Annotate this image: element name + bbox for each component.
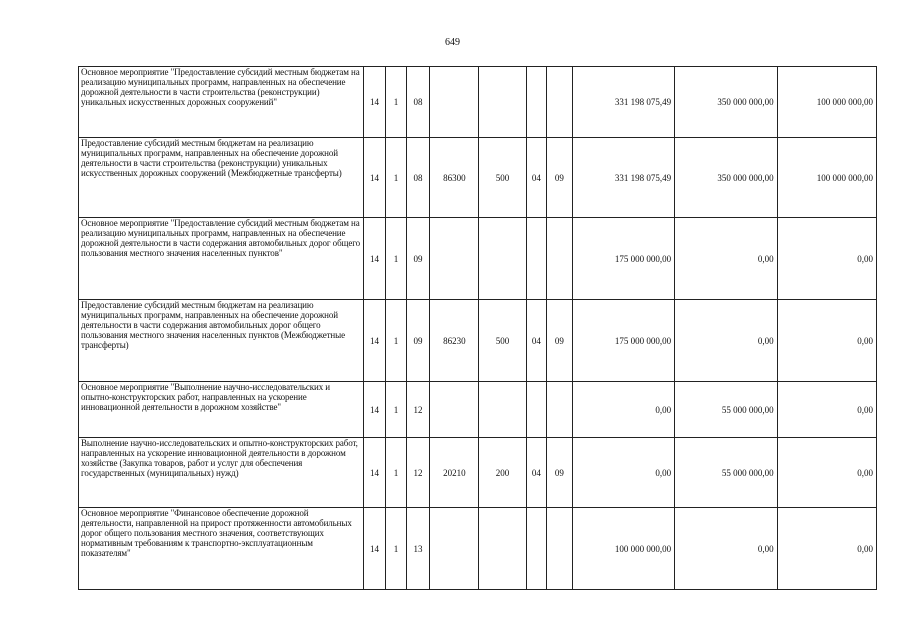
code-cell: 14 <box>363 218 386 300</box>
code-cell <box>430 218 479 300</box>
amount-cell: 0,00 <box>777 300 876 382</box>
row-description: Основное мероприятие "Выполнение научно-исследовательских и опытно-конструкторских работ, направленных на ускорение инновационной деятельности в дорожном хозяйстве" <box>79 382 364 438</box>
code-cell <box>430 508 479 590</box>
amount-cell: 55 000 000,00 <box>675 382 777 438</box>
amount-cell: 0,00 <box>675 508 777 590</box>
code-cell <box>479 508 526 590</box>
code-cell <box>547 67 573 138</box>
code-cell: 20210 <box>430 438 479 508</box>
code-cell: 13 <box>406 508 430 590</box>
amount-cell: 350 000 000,00 <box>675 138 777 218</box>
code-cell: 04 <box>526 138 546 218</box>
code-cell: 09 <box>406 218 430 300</box>
amount-cell: 100 000 000,00 <box>572 508 674 590</box>
code-cell: 86230 <box>430 300 479 382</box>
code-cell: 1 <box>386 67 406 138</box>
code-cell <box>479 67 526 138</box>
amount-cell: 0,00 <box>675 218 777 300</box>
code-cell: 500 <box>479 300 526 382</box>
code-cell <box>547 382 573 438</box>
table-row <box>79 382 877 438</box>
budget-table <box>78 66 877 590</box>
row-description: Основное мероприятие "Предоставление субсидий местным бюджетам на реализацию муниципальных программ, направленных на обеспечение дорожной деятельности в части содержания автомобильных дорог общего пользования местного значения населенных пунктов" <box>79 218 364 300</box>
code-cell <box>479 382 526 438</box>
code-cell <box>547 218 573 300</box>
table-row <box>79 438 877 508</box>
code-cell <box>526 382 546 438</box>
amount-cell: 100 000 000,00 <box>777 138 876 218</box>
amount-cell: 55 000 000,00 <box>675 438 777 508</box>
amount-cell: 0,00 <box>777 438 876 508</box>
code-cell: 09 <box>547 438 573 508</box>
code-cell <box>430 67 479 138</box>
code-cell: 12 <box>406 438 430 508</box>
row-description: Основное мероприятие "Предоставление субсидий местным бюджетам на реализацию муниципальных программ, направленных на обеспечение дорожной деятельности в части строительства (реконструкции) уникальных искусственных дорожных сооружений" <box>79 67 364 138</box>
code-cell: 86300 <box>430 138 479 218</box>
code-cell: 14 <box>363 382 386 438</box>
amount-cell: 331 198 075,49 <box>572 67 674 138</box>
code-cell <box>526 508 546 590</box>
code-cell <box>526 67 546 138</box>
amount-cell: 0,00 <box>777 382 876 438</box>
row-description: Выполнение научно-исследовательских и опытно-конструкторских работ, направленных на ускорение инновационной деятельности в дорожном хозяйстве (Закупка товаров, работ и услуг для обеспечения государственных (муниципальных) нужд) <box>79 438 364 508</box>
code-cell: 500 <box>479 138 526 218</box>
amount-cell: 0,00 <box>675 300 777 382</box>
amount-cell: 331 198 075,49 <box>572 138 674 218</box>
code-cell: 1 <box>386 508 406 590</box>
amount-cell: 0,00 <box>777 508 876 590</box>
code-cell <box>547 508 573 590</box>
amount-cell: 350 000 000,00 <box>675 67 777 138</box>
code-cell <box>526 218 546 300</box>
code-cell: 12 <box>406 382 430 438</box>
page-number: 649 <box>445 37 460 48</box>
code-cell: 14 <box>363 438 386 508</box>
code-cell: 1 <box>386 300 406 382</box>
code-cell <box>479 218 526 300</box>
amount-cell: 175 000 000,00 <box>572 218 674 300</box>
code-cell: 09 <box>547 138 573 218</box>
code-cell: 09 <box>406 300 430 382</box>
code-cell: 08 <box>406 138 430 218</box>
code-cell: 1 <box>386 382 406 438</box>
amount-cell: 0,00 <box>572 438 674 508</box>
code-cell: 1 <box>386 218 406 300</box>
amount-cell: 175 000 000,00 <box>572 300 674 382</box>
row-description: Основное мероприятие "Финансовое обеспечение дорожной деятельности, направленной на прирост протяженности автомобильных дорог общего пользования местного значения, соответствующих нормативным требованиям к транспортно-эксплуатационным показателям" <box>79 508 364 590</box>
amount-cell: 100 000 000,00 <box>777 67 876 138</box>
code-cell: 08 <box>406 67 430 138</box>
code-cell: 1 <box>386 138 406 218</box>
table-row <box>79 67 877 138</box>
code-cell <box>430 382 479 438</box>
amount-cell: 0,00 <box>777 218 876 300</box>
table-row <box>79 138 877 218</box>
code-cell: 14 <box>363 138 386 218</box>
code-cell: 14 <box>363 300 386 382</box>
row-description: Предоставление субсидий местным бюджетам на реализацию муниципальных программ, направленных на обеспечение дорожной деятельности в части содержания автомобильных дорог общего пользования местного значения населенных пунктов (Межбюджетные трансферты) <box>79 300 364 382</box>
amount-cell: 0,00 <box>572 382 674 438</box>
row-description: Предоставление субсидий местным бюджетам на реализацию муниципальных программ, направленных на обеспечение дорожной деятельности в части строительства (реконструкции) уникальных искусственных дорожных сооружений (Межбюджетные трансферты) <box>79 138 364 218</box>
code-cell: 200 <box>479 438 526 508</box>
code-cell: 1 <box>386 438 406 508</box>
code-cell: 14 <box>363 67 386 138</box>
code-cell: 04 <box>526 438 546 508</box>
table-row <box>79 508 877 590</box>
code-cell: 14 <box>363 508 386 590</box>
code-cell: 09 <box>547 300 573 382</box>
table-row <box>79 300 877 382</box>
code-cell: 04 <box>526 300 546 382</box>
table-row <box>79 218 877 300</box>
